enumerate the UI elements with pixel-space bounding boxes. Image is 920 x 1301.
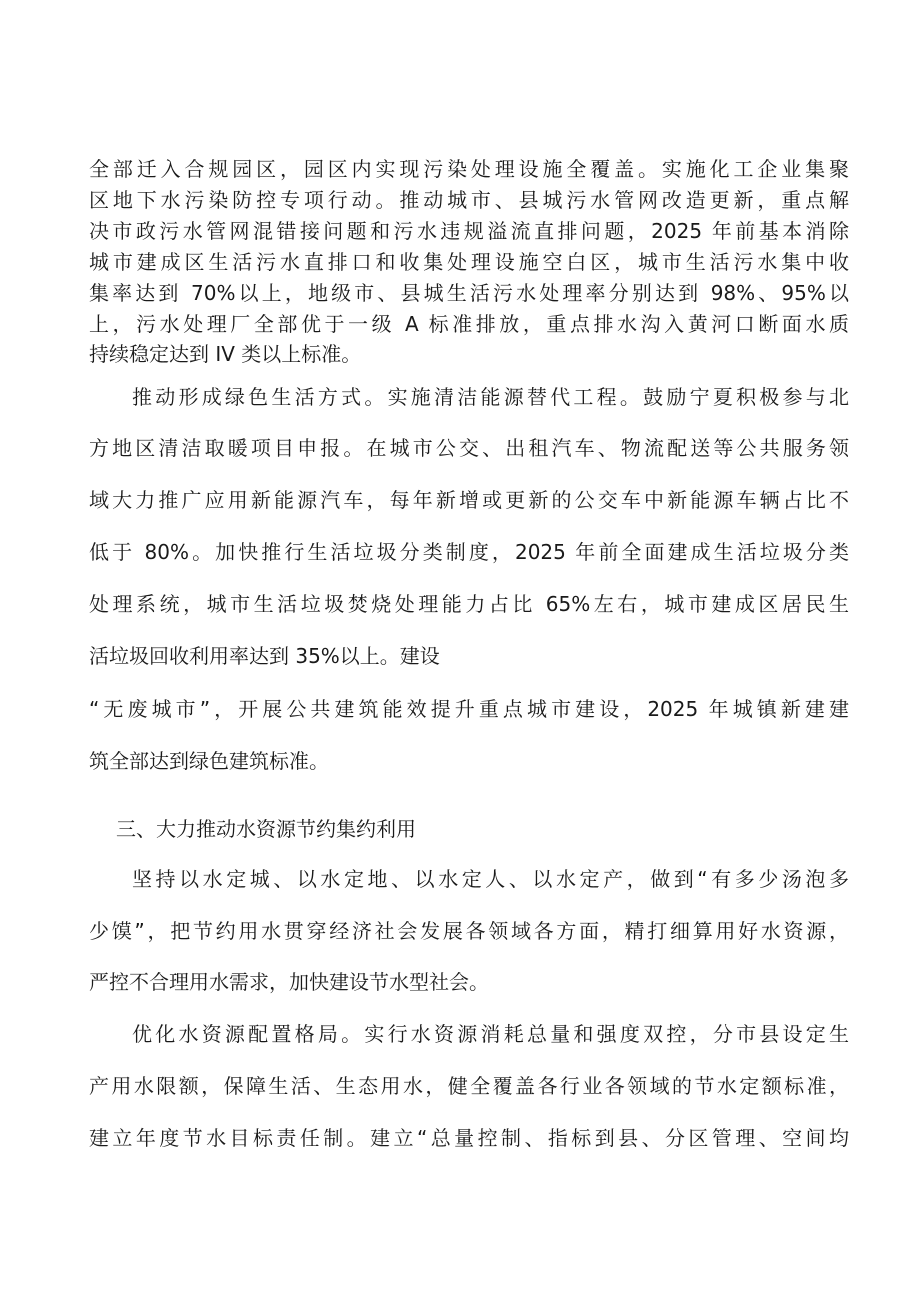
text-line: 城市建成区生活污水直排口和收集处理设施空白区，城市生活污水集中收 <box>89 250 849 274</box>
section-heading: 三、大力推动水资源节约集约利用 <box>116 817 416 841</box>
text-line: 持续稳定达到 IV 类以上标准。 <box>89 342 362 366</box>
text-line: 优化水资源配置格局。实行水资源消耗总量和强度双控，分市县设定生 <box>132 1022 849 1046</box>
text-line: 低于 80%。加快推行生活垃圾分类制度，2025 年前全面建成生活垃圾分类 <box>89 540 849 564</box>
text-line: 严控不合理用水需求，加快建设节水型社会。 <box>89 970 489 994</box>
text-line: 处理系统，城市生活垃圾焚烧处理能力占比 65%左右，城市建成区居民生 <box>89 592 849 616</box>
text-line: 决市政污水管网混错接问题和污水违规溢流直排问题，2025 年前基本消除 <box>89 219 849 243</box>
text-line: 活垃圾回收利用率达到 35%以上。建设 <box>89 644 440 668</box>
text-line: 坚持以水定城、以水定地、以水定人、以水定产，做到“有多少汤泡多 <box>132 867 849 891</box>
text-line: 产用水限额，保障生活、生态用水，健全覆盖各行业各领域的节水定额标准， <box>89 1074 849 1098</box>
text-line: 筑全部达到绿色建筑标准。 <box>89 749 329 773</box>
text-line: 上，污水处理厂全部优于一级 A 标准排放，重点排水沟入黄河口断面水质 <box>89 312 849 336</box>
text-line: 区地下水污染防控专项行动。推动城市、县城污水管网改造更新，重点解 <box>89 188 849 212</box>
text-line: 全部迁入合规园区，园区内实现污染处理设施全覆盖。实施化工企业集聚 <box>89 157 849 181</box>
text-line: 集率达到 70%以上，地级市、县城生活污水处理率分别达到 98%、95%以 <box>89 281 849 305</box>
text-line: 少馍”，把节约用水贯穿经济社会发展各领域各方面，精打细算用好水资源， <box>89 919 849 943</box>
text-line: “无废城市”，开展公共建筑能效提升重点城市建设，2025 年城镇新建建 <box>89 697 849 721</box>
text-line: 方地区清洁取暖项目申报。在城市公交、出租汽车、物流配送等公共服务领 <box>89 436 849 460</box>
text-line: 域大力推广应用新能源汽车，每年新增或更新的公交车中新能源车辆占比不 <box>89 488 849 512</box>
text-line: 建立年度节水目标责任制。建立“总量控制、指标到县、分区管理、空间均 <box>89 1126 849 1150</box>
text-line: 推动形成绿色生活方式。实施清洁能源替代工程。鼓励宁夏积极参与北 <box>132 385 849 409</box>
